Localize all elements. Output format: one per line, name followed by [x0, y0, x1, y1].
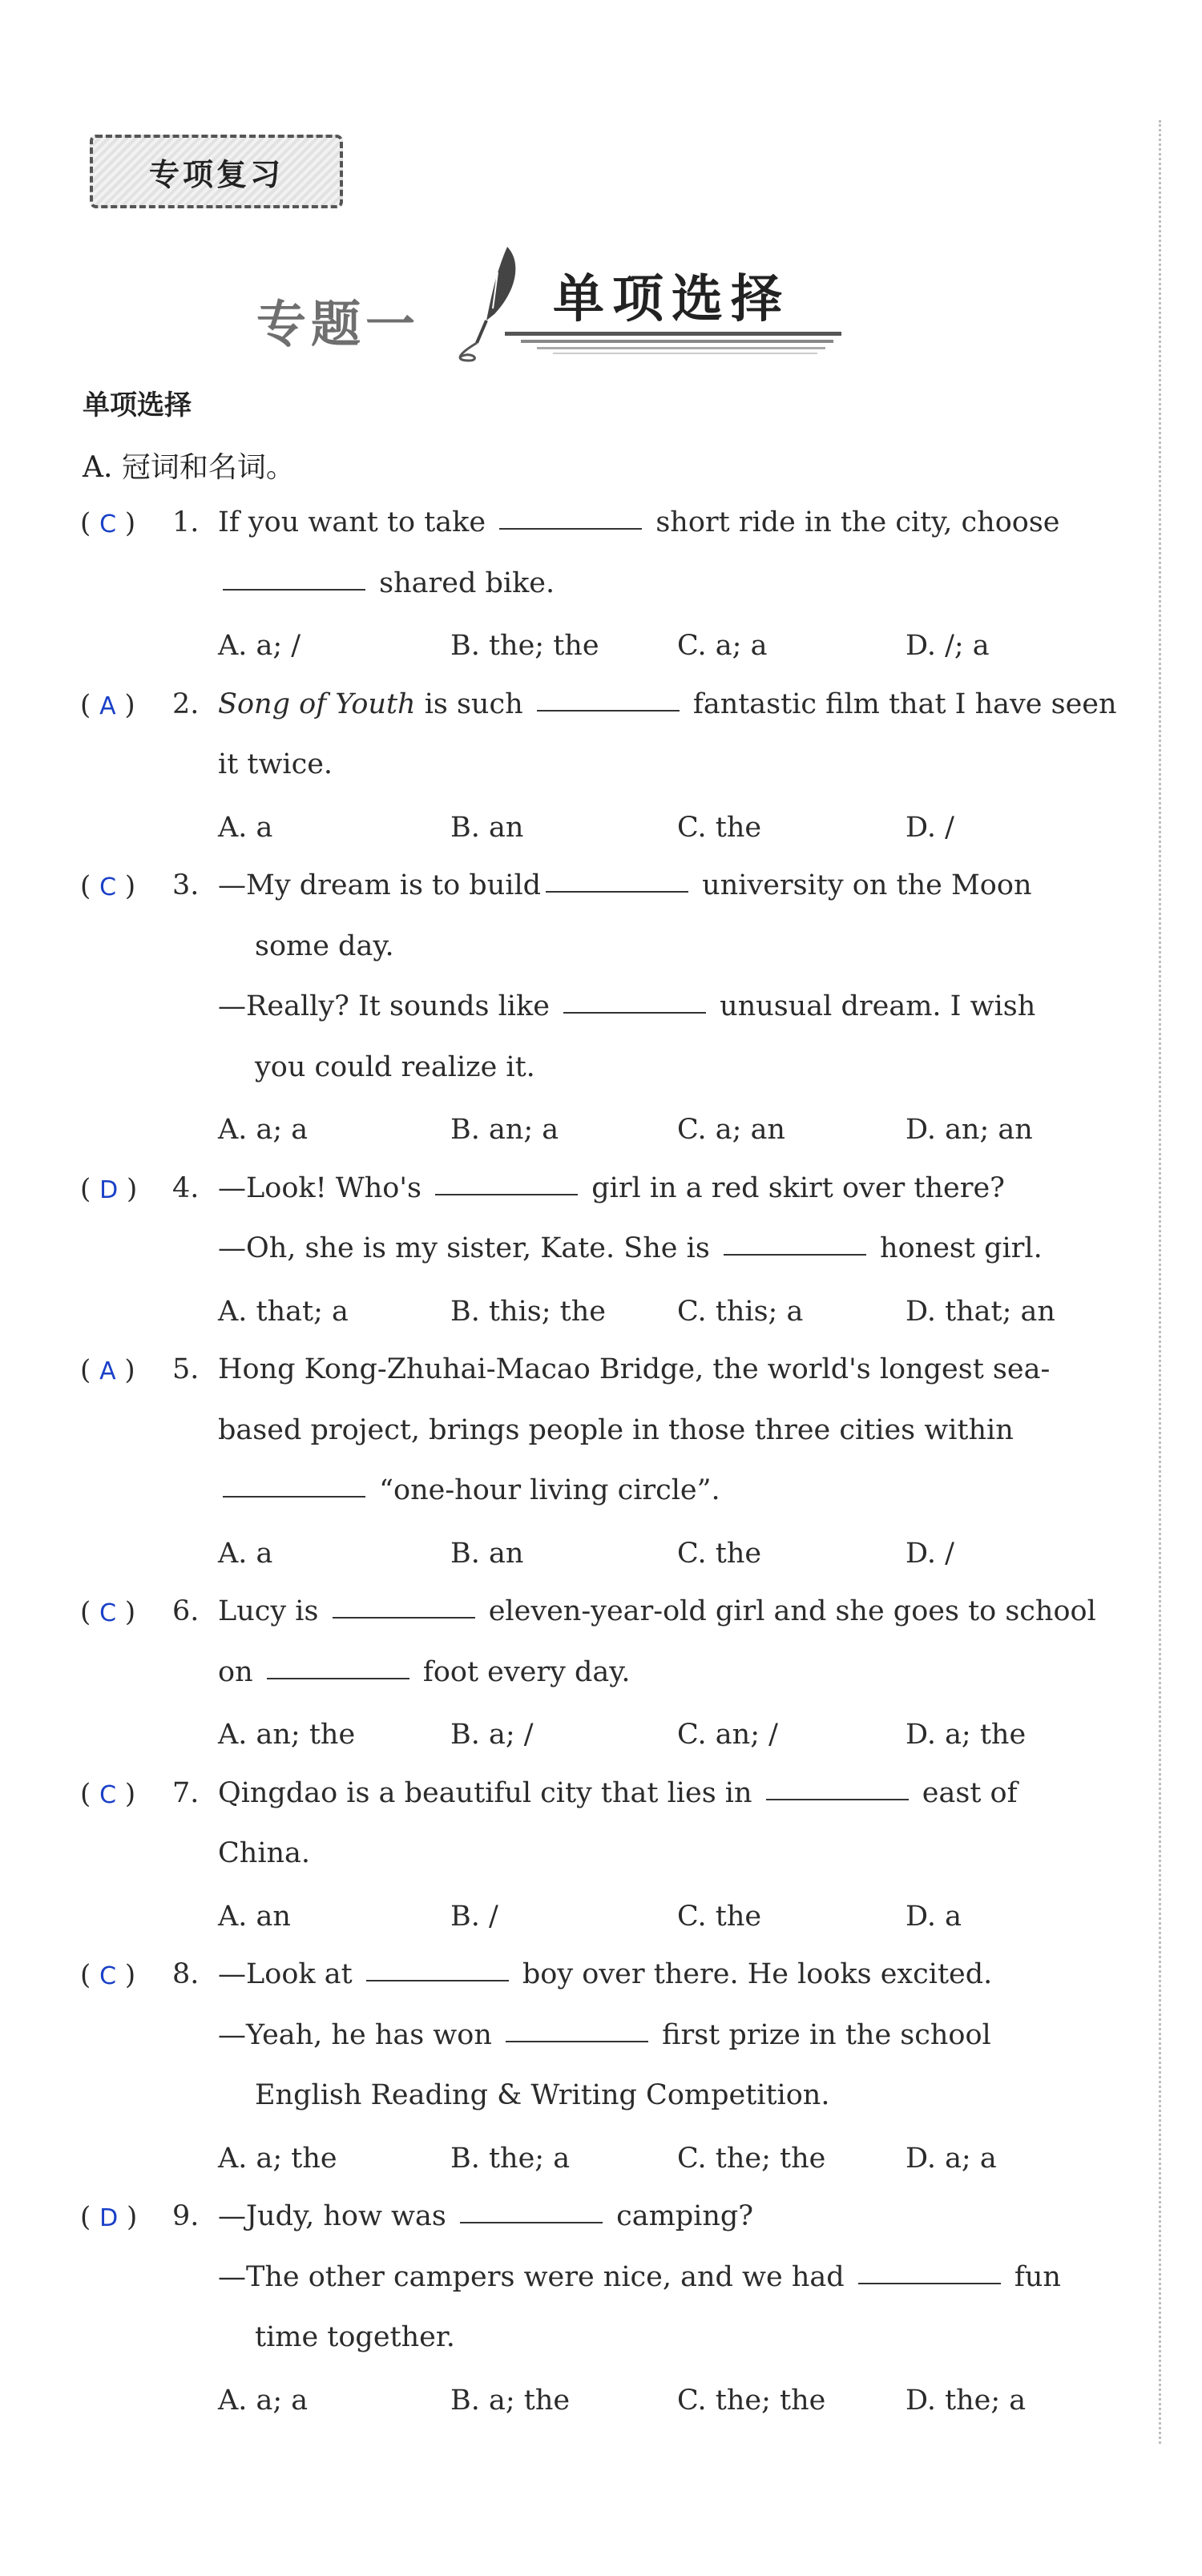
answer-blank — [563, 1010, 706, 1014]
answer-label: ( C ) — [80, 1777, 136, 1810]
question-text-line — [218, 1413, 1014, 1446]
text-segment: is such — [415, 687, 532, 720]
text-segment: English Reading & Writing Competition. — [255, 2079, 830, 2111]
text-segment: foot every day. — [413, 1655, 631, 1688]
answer-blank — [506, 2039, 648, 2042]
question-number: 6. — [172, 1595, 200, 1627]
question-text-line — [218, 1776, 1018, 1809]
question-text-line — [218, 1595, 1096, 1627]
option-a: A. that; a — [218, 1295, 349, 1328]
question-text-line — [218, 748, 333, 780]
text-segment: some day. — [255, 929, 394, 962]
question-text-line — [255, 1050, 535, 1083]
question-text-line — [218, 1474, 720, 1506]
question-number: 2. — [172, 687, 200, 720]
question-number: 9. — [172, 2200, 200, 2232]
text-segment: girl in a red skirt over there? — [583, 1171, 1005, 1204]
answer-blank — [267, 1676, 409, 1679]
question-text-line — [218, 566, 555, 599]
text-segment: fantastic film that I have seen — [684, 687, 1117, 720]
option-c: C. the; the — [677, 2142, 826, 2175]
topic-banner — [248, 240, 889, 369]
question-text-line — [218, 1232, 1043, 1264]
question-number: 5. — [172, 1353, 200, 1385]
text-segment: —Look! Who's — [218, 1171, 431, 1204]
answer-blank — [858, 2281, 1001, 2284]
text-segment: honest girl. — [870, 1232, 1043, 1264]
option-c: C. the; the — [677, 2384, 826, 2417]
text-segment: shared bike. — [370, 566, 555, 599]
text-segment: based project, brings people in those three cities within — [218, 1413, 1014, 1446]
answer-letter: C — [99, 873, 117, 901]
text-segment: east of — [913, 1776, 1018, 1809]
answer-label: ( C ) — [80, 507, 136, 539]
option-a: A. a; the — [218, 2142, 337, 2175]
text-segment: university on the Moon — [693, 869, 1032, 901]
option-a: A. a; / — [218, 630, 301, 662]
text-segment: first prize in the school — [653, 2018, 991, 2051]
option-b: B. an; a — [450, 1114, 559, 1146]
text-segment: unusual dream. I wish — [711, 990, 1036, 1022]
option-b: B. the; the — [450, 630, 599, 662]
option-a: A. a — [218, 811, 273, 844]
text-segment: China. — [218, 1837, 311, 1869]
question-text-line — [218, 1958, 993, 1990]
text-segment: —Yeah, he has won — [218, 2018, 502, 2051]
question-text-line — [218, 2200, 754, 2232]
text-segment: camping? — [607, 2200, 754, 2232]
question-number: 8. — [172, 1958, 200, 1990]
text-segment: —My dream is to build — [218, 869, 542, 901]
answer-blank — [460, 2220, 603, 2223]
question-number: 4. — [172, 1171, 200, 1204]
text-segment: —Really? It sounds like — [218, 990, 559, 1022]
option-a: A. a; a — [218, 1114, 309, 1146]
answer-blank — [766, 1797, 909, 1800]
option-d: D. a; a — [906, 2142, 997, 2175]
answer-label: ( A ) — [80, 1354, 135, 1386]
answer-blank — [537, 708, 680, 712]
question-text-line — [218, 687, 1117, 720]
option-d: D. an; an — [906, 1114, 1033, 1146]
right-margin-dotted-line — [1159, 120, 1161, 2444]
answer-label: ( A ) — [80, 688, 135, 721]
text-segment: Lucy is — [218, 1595, 328, 1627]
question-number: 3. — [172, 869, 200, 901]
topic-number: 专题一 — [256, 295, 421, 353]
text-segment: —Oh, she is my sister, Kate. She is — [218, 1232, 719, 1264]
option-d: D. the; a — [906, 2384, 1027, 2417]
subsection-heading: A. 冠词和名词。 — [83, 451, 295, 484]
question-text-line — [255, 2079, 830, 2111]
option-c: C. the — [677, 1900, 762, 1933]
question-text-line — [218, 2260, 1061, 2293]
text-segment: short ride in the city, choose — [647, 506, 1060, 538]
question-number: 1. — [172, 506, 200, 538]
option-c: C. an; / — [677, 1719, 778, 1751]
topic-title: 单项选择 — [553, 270, 790, 329]
question-text-line — [255, 929, 394, 962]
text-segment: If you want to take — [218, 506, 495, 538]
answer-label: ( C ) — [80, 870, 136, 902]
answer-blank — [499, 526, 642, 530]
option-c: C. this; a — [677, 1295, 804, 1328]
answer-blank — [366, 1978, 509, 1981]
option-c: C. the — [677, 1537, 762, 1570]
text-segment: you could realize it. — [255, 1050, 535, 1083]
text-segment: boy over there. He looks excited. — [513, 1958, 993, 1990]
text-segment: —The other campers were nice, and we had — [218, 2260, 853, 2293]
text-segment: it twice. — [218, 748, 333, 780]
option-a: A. an — [218, 1900, 291, 1933]
answer-letter: C — [99, 1780, 117, 1809]
answer-blank — [546, 889, 688, 893]
option-b: B. a; / — [450, 1719, 534, 1751]
answer-letter: C — [99, 1962, 117, 1990]
option-a: A. a — [218, 1537, 273, 1570]
answer-label: ( C ) — [80, 1596, 136, 1628]
answer-blank — [724, 1252, 866, 1256]
badge-label: 专项复习 — [148, 156, 284, 192]
question-text-line — [218, 869, 1032, 901]
option-c: C. a; a — [677, 630, 768, 662]
text-segment: —Look at — [218, 1958, 361, 1990]
answer-letter: D — [99, 1175, 119, 1204]
text-segment: Qingdao is a beautiful city that lies in — [218, 1776, 761, 1809]
answer-label: ( D ) — [80, 2201, 138, 2233]
answer-label: ( C ) — [80, 1959, 136, 1991]
option-d: D. / — [906, 811, 954, 844]
section-heading: 单项选择 — [83, 389, 192, 421]
text-segment: on — [218, 1655, 262, 1688]
question-text-line — [218, 1353, 1051, 1385]
question-text-line — [218, 506, 1060, 538]
option-c: C. the — [677, 811, 762, 844]
option-d: D. /; a — [906, 630, 990, 662]
option-d: D. a; the — [906, 1719, 1027, 1751]
question-number: 7. — [172, 1776, 200, 1809]
text-segment: time together. — [255, 2321, 455, 2353]
answer-letter: C — [99, 1599, 117, 1627]
option-b: B. a; the — [450, 2384, 571, 2417]
option-c: C. a; an — [677, 1114, 785, 1146]
question-text-line — [218, 1655, 631, 1688]
option-b: B. this; the — [450, 1295, 606, 1328]
option-b: B. the; a — [450, 2142, 571, 2175]
text-segment: fun — [1005, 2260, 1061, 2293]
option-b: B. an — [450, 1537, 524, 1570]
answer-blank — [223, 1494, 365, 1498]
question-text-line — [218, 2018, 991, 2051]
answer-letter: A — [99, 1357, 116, 1385]
option-a: A. a; a — [218, 2384, 309, 2417]
option-b: B. / — [450, 1900, 498, 1933]
text-segment: eleven-year-old girl and she goes to school — [479, 1595, 1096, 1627]
answer-letter: A — [99, 691, 116, 720]
option-d: D. a — [906, 1900, 962, 1933]
question-text-line — [218, 990, 1036, 1022]
answer-blank — [333, 1615, 475, 1619]
text-segment: —Judy, how was — [218, 2200, 455, 2232]
italic-title: Song of Youth — [218, 687, 416, 720]
text-segment: Hong Kong-Zhuhai-Macao Bridge, the world's longest sea- — [218, 1353, 1051, 1385]
option-d: D. / — [906, 1537, 954, 1570]
answer-letter: D — [99, 2204, 119, 2232]
question-text-line — [218, 1837, 311, 1869]
question-text-line — [255, 2321, 455, 2353]
answer-label: ( D ) — [80, 1172, 138, 1205]
question-text-line — [218, 1171, 1005, 1204]
answer-letter: C — [99, 510, 117, 538]
decorative-lines — [505, 330, 841, 357]
text-segment: “one-hour living circle”. — [370, 1474, 720, 1506]
answer-blank — [435, 1192, 578, 1195]
section-badge — [90, 135, 343, 208]
option-b: B. an — [450, 811, 524, 844]
answer-blank — [223, 587, 365, 591]
option-d: D. that; an — [906, 1295, 1055, 1328]
option-a: A. an; the — [218, 1719, 356, 1751]
